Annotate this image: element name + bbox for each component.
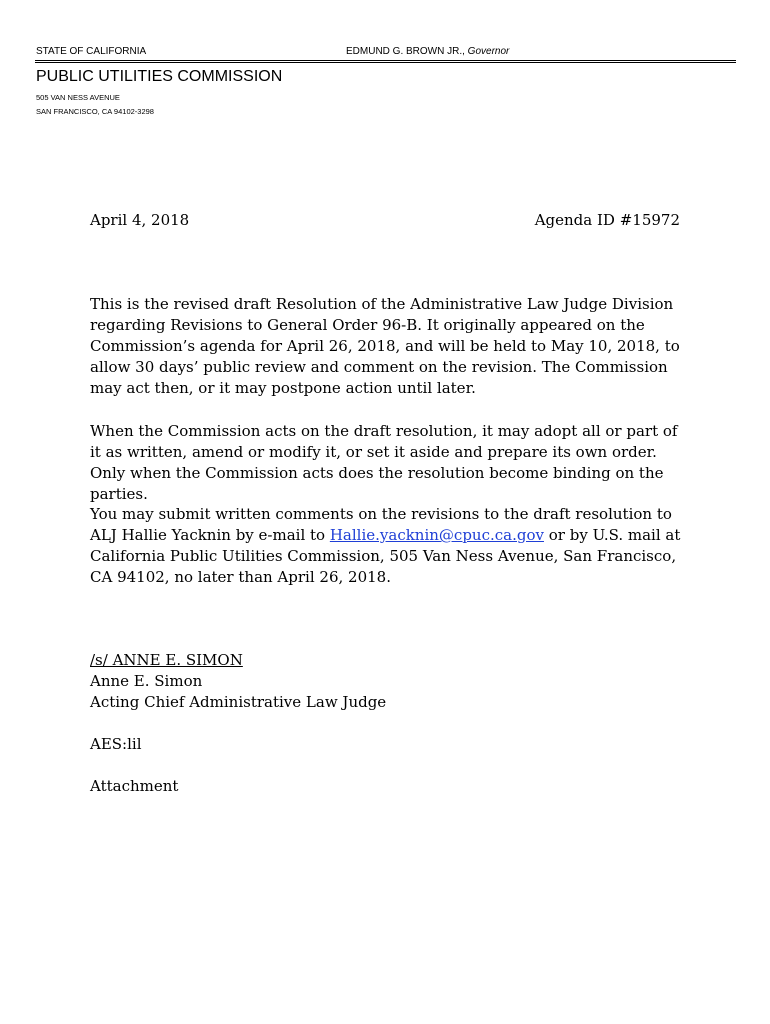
letter-date: April 4, 2018 <box>90 211 190 229</box>
header-divider <box>35 60 736 63</box>
reference-initials: AES:lil <box>90 735 142 753</box>
address-line-1: 505 VAN NESS AVENUE <box>36 93 120 102</box>
governor-name: EDMUND G. BROWN JR., <box>346 46 465 57</box>
paragraph-3 <box>90 504 690 588</box>
governor-line <box>346 46 509 57</box>
paragraph-2: When the Commission acts on the draft resolution, it may adopt all or part of it as written, amend or modify it, or set it aside and prepare its own order. Only when the Commission acts does the resolution become binding on the parties. <box>90 422 678 503</box>
signature-line: /s/ ANNE E. SIMON <box>90 651 243 669</box>
state-label: STATE OF CALIFORNIA <box>36 46 147 57</box>
paragraph-3-end: or by U.S. mail at California Public Utilities Commission, 505 Van Ness Avenue, San Francisco, CA 94102, no later than April 26, 2018. <box>90 526 681 586</box>
agenda-id: Agenda ID #15972 <box>534 211 680 229</box>
attachment-note: Attachment <box>90 777 179 795</box>
signer-title: Acting Chief Administrative Law Judge <box>90 693 387 711</box>
agency-name: PUBLIC UTILITIES COMMISSION <box>36 68 283 85</box>
signer-name: Anne E. Simon <box>90 672 203 690</box>
governor-title: Governor <box>467 46 510 57</box>
email-link[interactable]: Hallie.yacknin@cpuc.ca.gov <box>329 526 544 544</box>
address-line-2: SAN FRANCISCO, CA 94102-3298 <box>36 107 154 116</box>
paragraph-1: This is the revised draft Resolution of the Administrative Law Judge Division regarding Revisions to General Order 96-B. It originally appeared on the Commission’s agenda for April 26, 2018, and will be held to May 10, 2018, to allow 30 days’ public review and comment on the revision. The Commission may act then, or it may postpone action until later. <box>90 295 680 397</box>
paragraph-3-start: You may submit written comments on the revisions to the draft resolution to ALJ Hallie Yacknin by e-mail to <box>90 505 672 544</box>
